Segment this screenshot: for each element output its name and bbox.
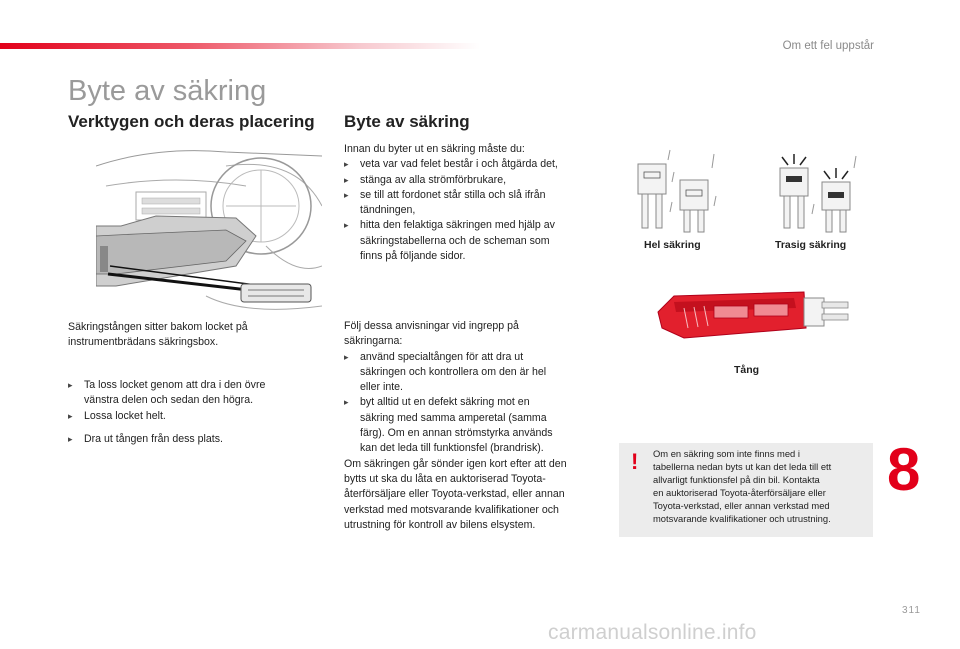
list-item: ▸ stänga av alla strömförbrukare, [344,173,606,188]
before-change-steps [344,157,606,264]
header-accent-bar [0,43,480,49]
list-item: ▸ veta var vad felet består i och åtgärda det, [344,157,606,172]
list-item: ▸ se till att fordonet står stilla och slå ifrån tändningen, [344,188,606,219]
closing-paragraph: Om säkringen går sönder igen kort efter att den bytts ut ska du låta en auktoriserad Toyota- återförsäljare eller Toyota-verkstad, eller annan verkstad med motsvarande kvalifikationer och utrustning för kontroll av bilens elsystem. [344,457,567,531]
list-item: ▸ använd specialtången för att dra ut säkringen och kontrollera om den är hel eller inte. [344,350,606,396]
warning-box [619,443,873,537]
pull-tool-step [68,432,328,447]
tool-caption: Tång [734,364,760,376]
follow-steps [344,350,606,457]
warning-icon: ! [631,449,639,474]
chapter-number: 8 [887,436,921,503]
fuse-change-heading: Byte av säkring [344,112,470,131]
good-fuse-caption: Hel säkring [644,239,701,251]
remove-cover-steps [68,378,328,424]
tools-heading: Verktygen och deras placering [68,112,315,131]
good-fuse-illustration [630,146,720,236]
list-item: ▸ hitta den felaktiga säkringen med hjälp av säkringstabellerna och de scheman som finns på följande sidor. [344,218,606,264]
page-title: Byte av säkring [68,75,267,107]
list-item: ▸ byt alltid ut en defekt säkring mot en säkring med samma amperetal (samma färg). Om en annan strömstyrka används kan det leda till funktionsfel (brandrisk). [344,395,606,456]
follow-instructions-block: Följ dessa anvisningar vid ingrepp på säkringarna: ▸ använd specialtången för att dra ut säkringen och kontrollera om den är hel eller inte. ▸ byt alltid ut en defekt säkring mot en säkring med samma amperetal (samma färg). Om en annan strömstyrka används kan det leda till funktionsfel (brandrisk). Om säkringen går sönder igen kort efter att den bytts ut ska du låta en auktoriserad Toyota- återförsäljare eller Toyota-verkstad, eller annan verkstad med motsvarande kvalifikationer och utrustning för kontroll av bilens elsystem. [344,319,606,533]
fuse-puller-tool-illustration [654,282,854,344]
list-item: ▸ Dra ut tången från dess plats. [68,432,328,447]
blown-fuse-caption: Trasig säkring [775,239,847,251]
list-item: ▸ Lossa locket helt. [68,409,328,424]
fuse-location-text: Säkringstången sitter bakom locket på instrumentbrädans säkringsbox. [68,321,248,349]
warning-text: Om en säkring som inte finns med i tabellerna nedan byts ut kan det leda till ett allvarligt funktionsfel på din bil. Kontakta en auktoriserad Toyota-återförsäljare eller Toyota-verkstad, eller annan verkstad med motsvarande kvalifikationer och utrustning. [653,448,832,524]
watermark: carmanualsonline.info [548,621,757,644]
before-change-block: Innan du byter ut en säkring måste du: ▸ veta var vad felet består i och åtgärda det, ▸ stänga av alla strömförbrukare, ▸ se till att fordonet står stilla och slå ifrån tändningen, ▸ hitta den felaktiga säkringen med hjälp av säkringstabellerna och de scheman som finns på följande sidor. [344,142,606,264]
list-item: ▸ Ta loss locket genom att dra i den övre vänstra delen och sedan den högra. [68,378,328,409]
section-title: Om ett fel uppstår [782,40,874,52]
page-number: 311 [902,605,921,616]
blown-fuse-illustration [772,146,862,236]
dashboard-illustration [96,146,322,318]
